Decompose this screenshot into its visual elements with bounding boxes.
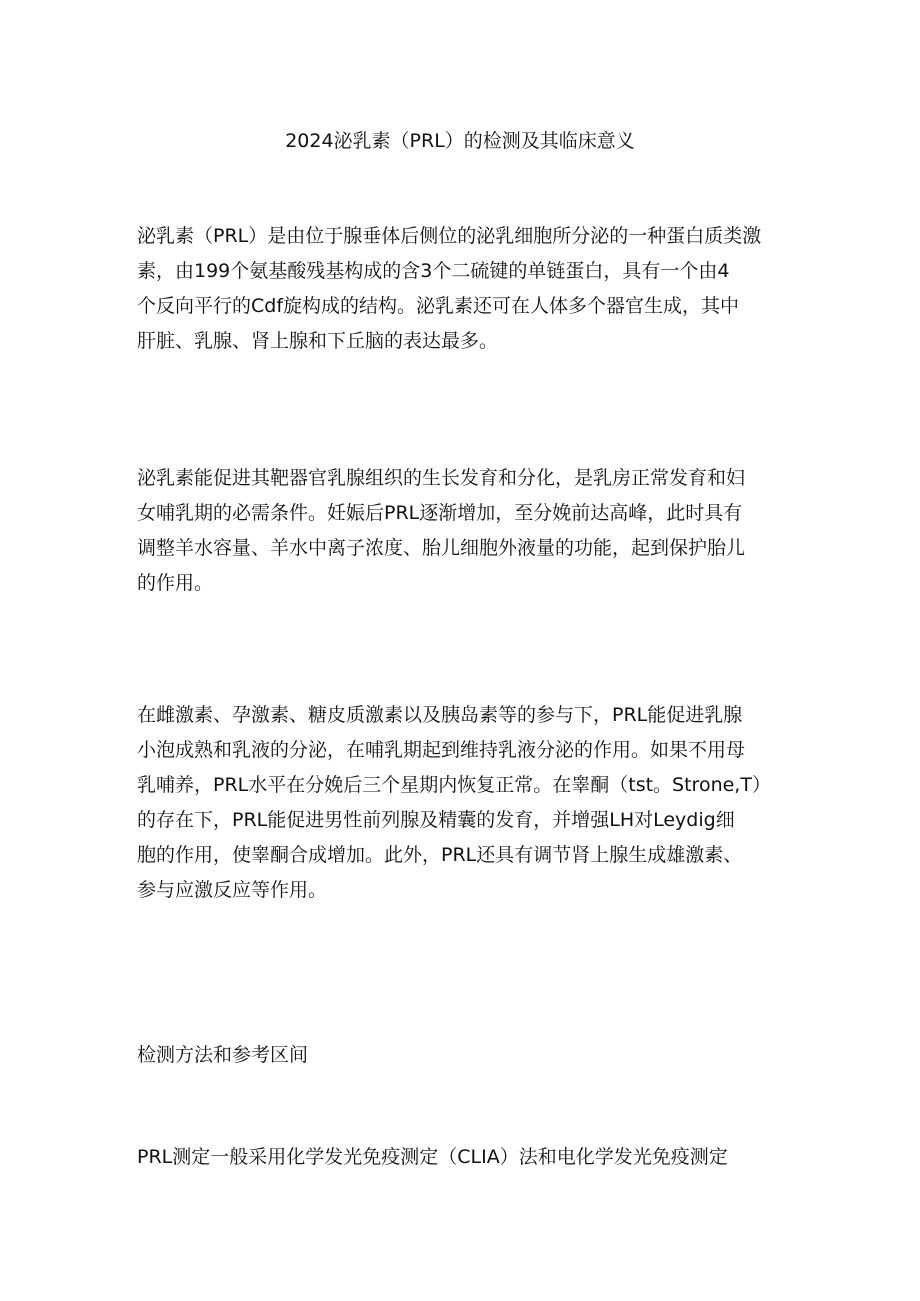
paragraph-line: 女哺乳期的必需条件。妊娠后PRL逐渐增加，至分娩前达高峰，此时具有 — [137, 502, 743, 524]
paragraph-line: 的作用。 — [137, 572, 214, 594]
paragraph-2 — [137, 461, 787, 601]
paragraph-line: 胞的作用，使睾酮合成增加。此外，PRL还具有调节肾上腺生成雄激素、 — [137, 844, 743, 866]
section-heading: 检测方法和参考区间 — [137, 1044, 309, 1066]
paragraph-3 — [137, 698, 787, 908]
paragraph-line: 小泡成熟和乳液的分泌，在哺乳期起到维持乳液分泌的作用。如果不用母 — [137, 739, 746, 761]
paragraph-line: 个反向平行的Cdf旋构成的结构。泌乳素还可在人体多个器官生成，其中 — [137, 295, 740, 317]
paragraph-line: 的存在下，PRL能促进男性前列腺及精囊的发育，并增强LH对Leydig细 — [137, 809, 735, 831]
paragraph-line: 素，由199个氨基酸残基构成的含3个二硫键的单链蛋白，具有一个由4 — [137, 260, 730, 282]
paragraph-line: 在雌激素、孕激素、糖皮质激素以及胰岛素等的参与下，PRL能促进乳腺 — [137, 704, 743, 726]
paragraph-4-first-line: PRL测定一般采用化学发光免疫测定（CLIA）法和电化学发光免疫测定 — [137, 1146, 728, 1168]
paragraph-line: 泌乳素（PRL）是由位于腺垂体后侧位的泌乳细胞所分泌的一种蛋白质类激 — [137, 225, 762, 247]
paragraph-1 — [137, 219, 787, 359]
document-title: 2024泌乳素（PRL）的检测及其临床意义 — [285, 130, 635, 152]
paragraph-line: 肝脏、乳腺、肾上腺和下丘脑的表达最多。 — [137, 330, 499, 352]
paragraph-line: 调整羊水容量、羊水中离子浓度、胎儿细胞外液量的功能，起到保护胎儿 — [137, 537, 746, 559]
paragraph-line: 参与应激反应等作用。 — [137, 879, 328, 901]
paragraph-line: 乳哺养，PRL水平在分娩后三个星期内恢复正常。在睾酮（tst。Strone,T） — [137, 774, 771, 796]
paragraph-line: 泌乳素能促进其靶器官乳腺组织的生长发育和分化，是乳房正常发育和妇 — [137, 467, 746, 489]
